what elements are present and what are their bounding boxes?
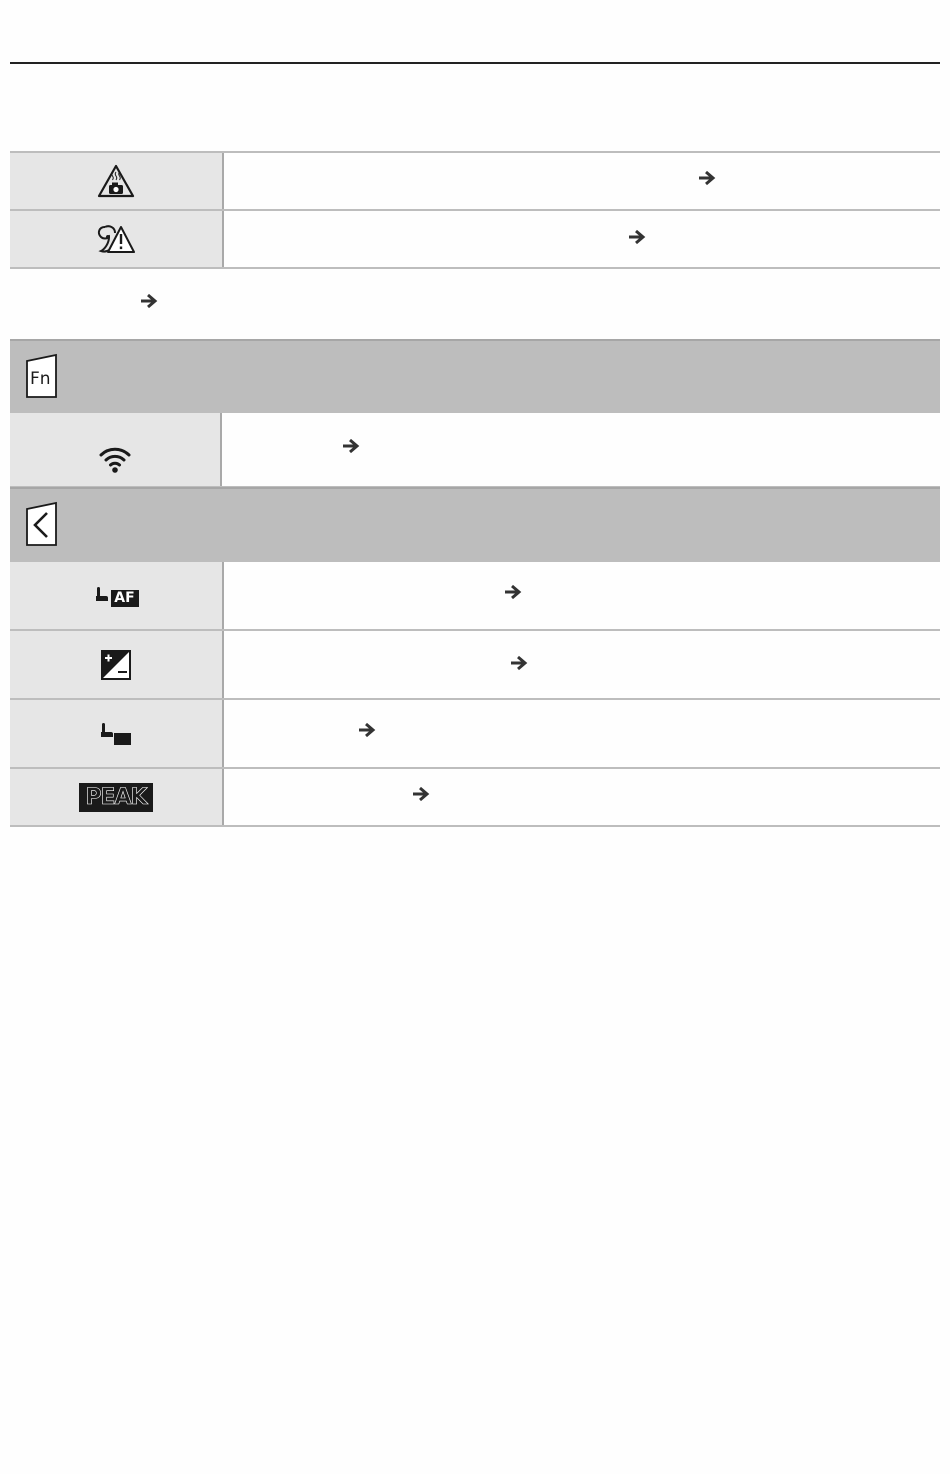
fn-table [10, 413, 940, 488]
arrow-right-icon [627, 229, 647, 245]
table-row [10, 562, 940, 631]
text-cell [224, 631, 940, 698]
fan-warning-icon [95, 221, 137, 257]
icon-cell [10, 631, 224, 698]
section-header-touch-tab [10, 487, 940, 564]
fn-tab-icon[interactable] [25, 353, 59, 399]
top-rule [10, 62, 940, 64]
icon-cell [10, 562, 224, 629]
arrow-right-icon [411, 786, 431, 802]
touch-table [10, 562, 940, 827]
touch-tab-icon [99, 722, 133, 746]
fn-tab-label: Fn [30, 369, 51, 389]
touch-tab-header-icon[interactable] [25, 501, 59, 547]
icon-cell [10, 211, 224, 267]
warning-table [10, 151, 940, 269]
finger-icon [94, 585, 110, 607]
af-badge: AF [111, 590, 139, 607]
arrow-right-icon [503, 584, 523, 600]
table-row [10, 211, 940, 269]
overheat-warning-icon [96, 163, 136, 199]
icon-cell [10, 769, 224, 825]
table-row [10, 769, 940, 827]
text-cell [224, 562, 940, 629]
table-row [10, 631, 940, 700]
text-cell [224, 700, 940, 767]
arrow-right-icon [139, 293, 159, 309]
arrow-right-icon [341, 438, 361, 454]
icon-cell [10, 153, 224, 209]
table-row [10, 413, 940, 488]
text-cell [224, 769, 940, 825]
arrow-right-icon [697, 170, 717, 186]
arrow-right-icon [509, 655, 529, 671]
text-cell [222, 413, 940, 486]
text-cell [224, 153, 940, 209]
exposure-compensation-icon [101, 650, 131, 680]
section-header-fn [10, 339, 940, 415]
arrow-right-icon [357, 722, 377, 738]
table-row [10, 700, 940, 769]
text-cell [224, 211, 940, 267]
wifi-icon [98, 445, 132, 473]
icon-cell [10, 413, 222, 486]
touch-af-icon [94, 585, 139, 607]
peaking-icon: PEAK [79, 783, 153, 812]
icon-cell [10, 700, 224, 767]
table-row [10, 151, 940, 211]
